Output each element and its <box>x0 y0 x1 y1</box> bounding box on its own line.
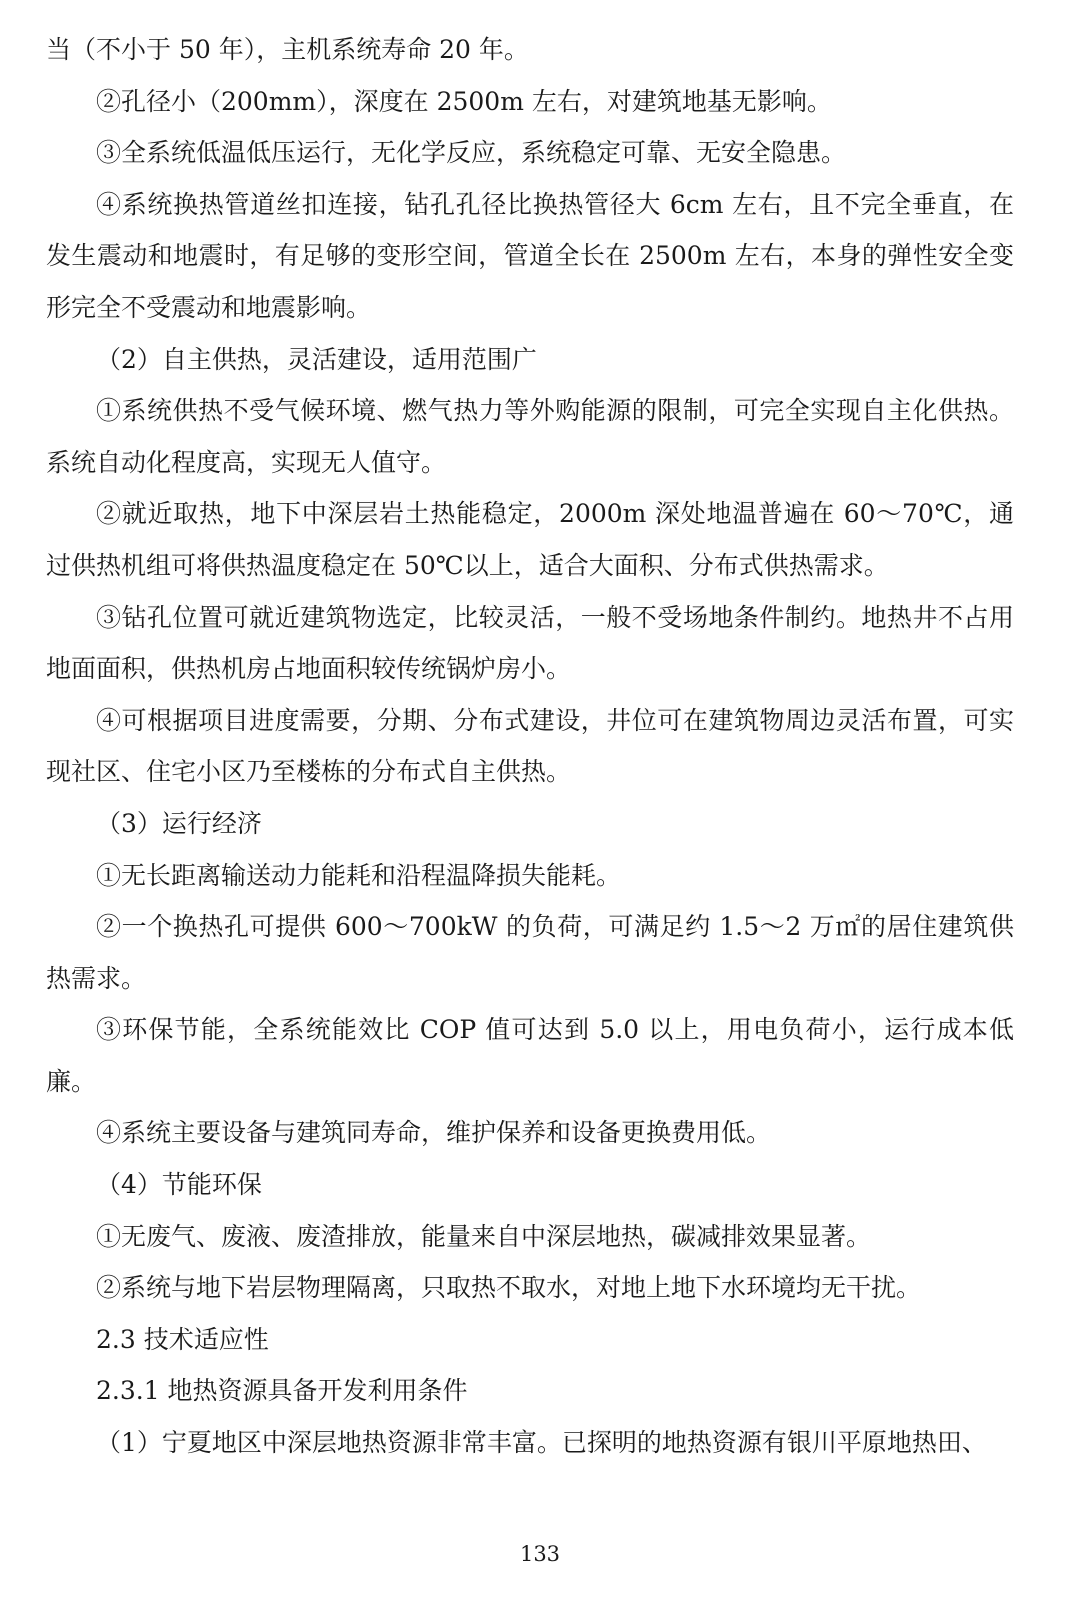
paragraph: ①无长距离输送动力能耗和沿程温降损失能耗。 <box>96 860 622 890</box>
paragraph: ①系统供热不受气候环境、燃气热力等外购能源的限制，可完全实现自主化供热。系统自动化程度高，实现无人值守。 <box>46 396 1014 477</box>
paragraph: ②孔径小（200mm），深度在 2500m 左右，对建筑地基无影响。 <box>96 86 832 116</box>
paragraph: ④可根据项目进度需要，分期、分布式建设，井位可在建筑物周边灵活布置，可实现社区、住宅小区乃至楼栋的分布式自主供热。 <box>46 705 1014 787</box>
paragraph: ②系统与地下岩层物理隔离，只取热不取水，对地上地下水环境均无干扰。 <box>96 1273 922 1303</box>
section-heading: （2）自主供热，灵活建设，适用范围广 <box>96 344 537 374</box>
paragraph: 当（不小于 50 年），主机系统寿命 20 年。 <box>46 35 529 64</box>
paragraph: ③环保节能，全系统能效比 COP 值可达到 5.0 以上，用电负荷小，运行成本低廉。 <box>46 1015 1014 1096</box>
paragraph: ④系统换热管道丝扣连接，钻孔孔径比换热管径大 6cm 左右，且不完全垂直，在发生震动和地震时，有足够的变形空间，管道全长在 2500m 左右，本身的弹性安全变形完全不受震动和地震影响。 <box>46 189 1014 322</box>
section-heading: （4）节能环保 <box>96 1170 262 1200</box>
section-heading: 2.3 技术适应性 <box>96 1324 269 1354</box>
paragraph: ③全系统低温低压运行，无化学反应，系统稳定可靠、无安全隐患。 <box>96 138 847 168</box>
paragraph: ③钻孔位置可就近建筑物选定，比较灵活，一般不受场地条件制约。地热井不占用地面面积，供热机房占地面积较传统锅炉房小。 <box>46 602 1014 684</box>
paragraph: ①无废气、废液、废渣排放，能量来自中深层地热，碳减排效果显著。 <box>96 1221 872 1251</box>
paragraph: ②就近取热，地下中深层岩土热能稳定，2000m 深处地温普遍在 60～70℃，通过供热机组可将供热温度稳定在 50℃以上，适合大面积、分布式供热需求。 <box>46 499 1014 580</box>
body-text <box>46 24 1014 1469</box>
section-heading: （3）运行经济 <box>96 808 262 838</box>
paragraph: ④系统主要设备与建筑同寿命，维护保养和设备更换费用低。 <box>96 1118 772 1148</box>
subsection-heading: 2.3.1 地热资源具备开发利用条件 <box>96 1376 468 1406</box>
section-heading: （1）宁夏地区中深层地热资源非常丰富。已探明的地热资源有银川平原地热田、 <box>96 1428 987 1458</box>
paragraph: ②一个换热孔可提供 600～700kW 的负荷，可满足约 1.5～2 万㎡的居住建筑供热需求。 <box>46 912 1014 993</box>
page-number: 133 <box>519 1542 561 1566</box>
